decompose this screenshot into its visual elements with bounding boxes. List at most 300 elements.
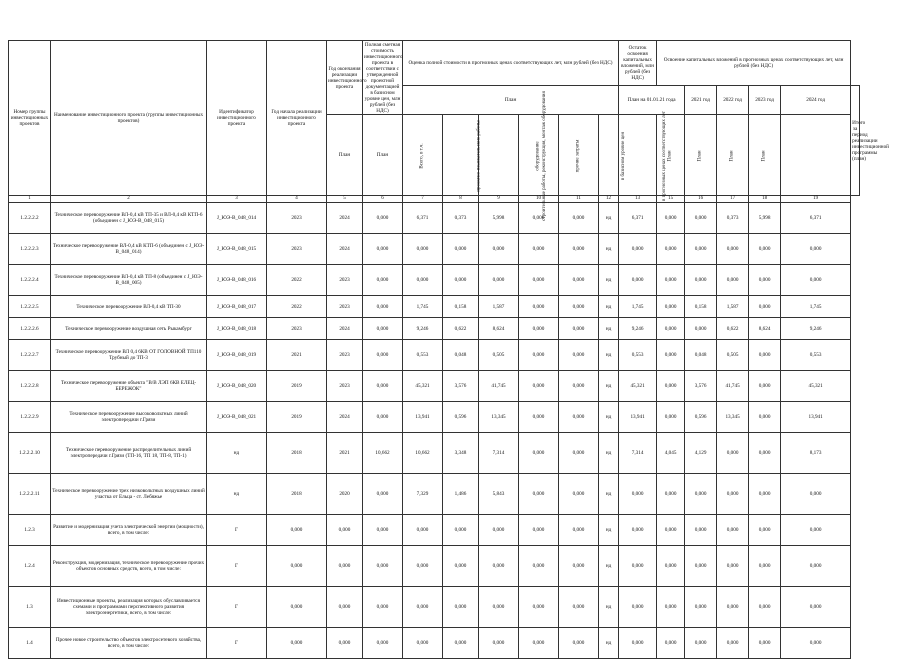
cell-c13: 0,000 [619, 474, 657, 515]
cell-c11: 0,000 [559, 515, 599, 546]
cell-end: 2024 [327, 318, 363, 340]
cell-c7: 0,000 [403, 546, 443, 587]
cell-end: 2024 [327, 402, 363, 433]
cell-c17: 0,000 [717, 546, 749, 587]
cell-c6: 0,000 [363, 587, 403, 628]
cell-c10: 0,000 [519, 318, 559, 340]
cell-c8: 0,596 [443, 402, 479, 433]
cell-c16: 0,000 [685, 265, 717, 296]
cell-c8: 0,373 [443, 203, 479, 234]
cell-c8: 0,622 [443, 318, 479, 340]
table-row [9, 402, 860, 433]
cell-c18: 0,000 [749, 515, 781, 546]
cell-c12: нд [599, 433, 619, 474]
cell-c11: 0,000 [559, 318, 599, 340]
cell-c15: 0,000 [657, 628, 685, 659]
cell-start: 2019 [267, 371, 327, 402]
cell-c16: 0,000 [685, 474, 717, 515]
cell-c7: 0,000 [403, 515, 443, 546]
cell-c8: 0,000 [443, 515, 479, 546]
cell-c19: 6,371 [781, 203, 851, 234]
cell-name: Техническое перевооружение трех низковольтных воздушных линий участка от Ельца - ст. Лебяжье [51, 474, 207, 515]
cell-c18: 0,000 [749, 371, 781, 402]
cell-c13: 7,314 [619, 433, 657, 474]
column-number: 13 [619, 196, 657, 203]
cell-name: Реконструкция, модернизация, техническое перевооружение прочих объектов основных средств, всего, в том числе: [51, 546, 207, 587]
cell-id: Г [207, 515, 267, 546]
column-number: 4 [267, 196, 327, 203]
table-row [9, 587, 860, 628]
cell-start: 2022 [267, 296, 327, 318]
cell-c18: 0,000 [749, 402, 781, 433]
cell-id: Г [207, 628, 267, 659]
cell-c13: 13,941 [619, 402, 657, 433]
table-row [9, 515, 860, 546]
cell-c12: нд [599, 515, 619, 546]
cell-c9: 7,314 [479, 433, 519, 474]
table-row [9, 296, 860, 318]
cell-c17: 0,000 [717, 234, 749, 265]
cell-c19: 1,745 [781, 296, 851, 318]
cell-id: Г [207, 587, 267, 628]
header-2024: 2024 год [781, 86, 851, 115]
investment-program-table-sheet [8, 40, 889, 649]
cell-c17: 0,000 [717, 474, 749, 515]
cell-c19: 0,000 [781, 546, 851, 587]
cell-c12: нд [599, 402, 619, 433]
cell-c11: 0,000 [559, 433, 599, 474]
cell-name: Техническое перевооружение ВЛ-0,4 кВ ТП-8 (объединен с J_ЮЭ-В_048_005) [51, 265, 207, 296]
cell-c19: 8,173 [781, 433, 851, 474]
cell-c11: 0,000 [559, 234, 599, 265]
cell-c7: 0,000 [403, 587, 443, 628]
cell-start: 0,000 [267, 628, 327, 659]
cell-start: 0,000 [267, 546, 327, 587]
cell-c19: 0,000 [781, 587, 851, 628]
cell-c9: 0,000 [479, 265, 519, 296]
cell-c10: 0,000 [519, 515, 559, 546]
cell-c15: 4,045 [657, 433, 685, 474]
column-number: 17 [717, 196, 749, 203]
cell-c8: 0,000 [443, 546, 479, 587]
cell-num: 1.2.2.2.4 [9, 265, 51, 296]
cell-c15: 0,000 [657, 371, 685, 402]
cell-c10: 0,000 [519, 402, 559, 433]
header-equipment: оборудование [519, 115, 559, 196]
cell-c10: 0,000 [519, 546, 559, 587]
cell-c13: 1,745 [619, 296, 657, 318]
cell-name: Развитие и модернизация учета электрической энергии (мощности), всего, в том числе: [51, 515, 207, 546]
cell-c16: 0,000 [685, 203, 717, 234]
cell-c6: 0,000 [363, 402, 403, 433]
cell-c13: 0,000 [619, 265, 657, 296]
cell-c8: 0,000 [443, 265, 479, 296]
cell-c9: 0,000 [479, 587, 519, 628]
cell-c7: 10,662 [403, 433, 443, 474]
cell-start: 2018 [267, 433, 327, 474]
cell-c6: 0,000 [363, 234, 403, 265]
cell-c15: 0,000 [657, 318, 685, 340]
cell-c7: 1,745 [403, 296, 443, 318]
cell-c13: 6,371 [619, 203, 657, 234]
cell-num: 1.2.2.2.2 [9, 203, 51, 234]
cell-c16: 0,000 [685, 515, 717, 546]
cell-c10: 0,000 [519, 371, 559, 402]
cell-c11: 0,000 [559, 474, 599, 515]
cell-c8: 0,158 [443, 296, 479, 318]
column-number: 12 [599, 196, 619, 203]
column-number: 6 [363, 196, 403, 203]
cell-c18: 0,000 [749, 433, 781, 474]
cell-c19: 0,000 [781, 265, 851, 296]
cell-c17: 0,505 [717, 340, 749, 371]
cell-c10: 0,000 [519, 628, 559, 659]
column-number: 18 [749, 196, 781, 203]
cell-c16: 3,576 [685, 371, 717, 402]
header-plan: План [403, 86, 619, 115]
cell-c9: 0,000 [479, 234, 519, 265]
header-identifier: Идентификатор инвестиционного проекта [207, 41, 267, 196]
cell-end: 2023 [327, 265, 363, 296]
cell-c6: 0,000 [363, 474, 403, 515]
cell-c8: 3,576 [443, 371, 479, 402]
cell-c12: нд [599, 340, 619, 371]
column-number: 1 [9, 196, 51, 203]
cell-id: J_ЮЭ-В_048_018 [207, 318, 267, 340]
cell-c9: 1,587 [479, 296, 519, 318]
cell-name: Техническое перевооружение высоковольтных линий электропередачи г.Грязи [51, 402, 207, 433]
cell-c9: 0,000 [479, 515, 519, 546]
cell-c12: нд [599, 474, 619, 515]
header-group-number: Номер группы инвестиционных проектов [9, 41, 51, 196]
header-total-period: Итого за период реализации инвестиционной программы (план) [851, 86, 860, 196]
column-number: 10 [519, 196, 559, 203]
cell-c12: нд [599, 587, 619, 628]
cell-c16: 0,000 [685, 234, 717, 265]
column-number: 8 [443, 196, 479, 203]
cell-c15: 0,000 [657, 234, 685, 265]
cell-c11: 0,000 [559, 265, 599, 296]
cell-c8: 1,486 [443, 474, 479, 515]
cell-c11: 0,000 [559, 296, 599, 318]
table-row [9, 628, 860, 659]
cell-c6: 0,000 [363, 296, 403, 318]
header-smr: строительные работы, реконструкция, монтаж оборудования [479, 115, 519, 196]
header-plan-sub-5: План [327, 115, 363, 196]
cell-c13: 45,321 [619, 371, 657, 402]
cell-num: 1.2.2.2.8 [9, 371, 51, 402]
cell-c11: 0,000 [559, 546, 599, 587]
cell-c15: 0,000 [657, 340, 685, 371]
cell-start: 2022 [267, 265, 327, 296]
cell-start: 2019 [267, 402, 327, 433]
cell-c16: 4,129 [685, 433, 717, 474]
header-2021: 2021 год [685, 86, 717, 115]
cell-c13: 0,000 [619, 587, 657, 628]
cell-start: 0,000 [267, 587, 327, 628]
cell-c6: 0,000 [363, 318, 403, 340]
cell-c11: 0,000 [559, 340, 599, 371]
header-plan-2022: План [685, 115, 717, 196]
cell-c16: 0,048 [685, 340, 717, 371]
cell-c7: 0,000 [403, 265, 443, 296]
column-number: 19 [781, 196, 851, 203]
header-mastering: Освоение капитальных вложений в прогнозных ценах соответствующих лет, млн рублей (без НДС) [657, 41, 851, 86]
cell-num: 1.2.2.2.3 [9, 234, 51, 265]
cell-c19: 0,000 [781, 628, 851, 659]
header-other: прочие затраты [559, 115, 599, 196]
header-plan-2023: План [717, 115, 749, 196]
cell-num: 1.2.2.2.6 [9, 318, 51, 340]
cell-c7: 6,371 [403, 203, 443, 234]
header-estimate-full: Оценка полной стоимости в прогнозных ценах соответствующих лет, млн рублей (без НДС) [403, 41, 619, 86]
column-number: 2 [51, 196, 207, 203]
cell-c6: 0,000 [363, 340, 403, 371]
cell-num: 1.3 [9, 587, 51, 628]
cell-num: 1.4 [9, 628, 51, 659]
cell-c8: 0,000 [443, 234, 479, 265]
cell-end: 0,000 [327, 515, 363, 546]
cell-id: нд [207, 474, 267, 515]
column-number: 9 [479, 196, 519, 203]
column-number: 5 [327, 196, 363, 203]
cell-c18: 0,000 [749, 474, 781, 515]
cell-c6: 0,000 [363, 203, 403, 234]
cell-c19: 0,000 [781, 234, 851, 265]
cell-c7: 0,553 [403, 340, 443, 371]
cell-id: J_ЮЭ-В_048_019 [207, 340, 267, 371]
cell-c13: 0,000 [619, 515, 657, 546]
cell-c16: 0,000 [685, 587, 717, 628]
cell-num: 1.2.2.2.11 [9, 474, 51, 515]
cell-c9: 5,998 [479, 203, 519, 234]
cell-c16: 0,000 [685, 546, 717, 587]
header-plan-sub-6: План [363, 115, 403, 196]
cell-c11: 0,000 [559, 371, 599, 402]
cell-c10: 0,000 [519, 234, 559, 265]
cell-end: 0,000 [327, 628, 363, 659]
cell-c12: нд [599, 203, 619, 234]
cell-id: Г [207, 546, 267, 587]
cell-num: 1.2.2.2.5 [9, 296, 51, 318]
cell-start: 2023 [267, 318, 327, 340]
cell-name: Техническое перевооружение распределительных линий электропередачи г.Грязи (ТП-16, ТП 18, ТП-8, ТП-1) [51, 433, 207, 474]
cell-c15: 0,000 [657, 203, 685, 234]
header-start-year: Год начала реализации инвестиционного проекта [267, 41, 327, 196]
cell-c15: 0,000 [657, 587, 685, 628]
cell-c13: 0,000 [619, 628, 657, 659]
header-base-prices: в базисном уровне цен [599, 115, 619, 196]
cell-c6: 0,000 [363, 265, 403, 296]
cell-c10: 0,000 [519, 203, 559, 234]
cell-c17: 0,373 [717, 203, 749, 234]
cell-c10: 0,000 [519, 296, 559, 318]
cell-name: Техническое перевооружение ВЛ-0,4 кВ ТП-35 и ВЛ-0,4 кВ КТП-6 (объединен с J_ЮЭ-В_048_015) [51, 203, 207, 234]
cell-c6: 0,000 [363, 515, 403, 546]
cell-end: 2023 [327, 296, 363, 318]
cell-c13: 0,000 [619, 546, 657, 587]
cell-c17: 41,745 [717, 371, 749, 402]
cell-c19: 0,553 [781, 340, 851, 371]
cell-start: 0,000 [267, 515, 327, 546]
cell-c8: 0,000 [443, 587, 479, 628]
header-full-cost: Полная сметная стоимость инвестиционного проекта в соответствии с утвержденной проектной документацией в базисном уровне цен, млн рублей (без НДС) [364, 41, 403, 114]
cell-end: 2020 [327, 474, 363, 515]
cell-end: 2024 [327, 203, 363, 234]
cell-num: 1.2.4 [9, 546, 51, 587]
cell-num: 1.2.2.2.9 [9, 402, 51, 433]
cell-id: нд [207, 433, 267, 474]
cell-c18: 0,000 [749, 340, 781, 371]
cell-c17: 13,345 [717, 402, 749, 433]
column-number: 3 [207, 196, 267, 203]
cell-name: Техническое перевооружение ВЛ-0,4 кВ ТП-30 [51, 296, 207, 318]
cell-c11: 0,000 [559, 587, 599, 628]
cell-c6: 10,662 [363, 433, 403, 474]
cell-c6: 0,000 [363, 628, 403, 659]
column-number: 15 [657, 196, 685, 203]
cell-id: J_ЮЭ-В_048_017 [207, 296, 267, 318]
cell-name: Инвестиционные проекты, реализация которых обуславливается схемами и программами перспективного развития электроэнергетики, всего, в том числе: [51, 587, 207, 628]
table-body [9, 203, 860, 659]
cell-num: 1.2.3 [9, 515, 51, 546]
column-number: 7 [403, 196, 443, 203]
cell-c11: 0,000 [559, 628, 599, 659]
cell-c16: 0,596 [685, 402, 717, 433]
cell-c10: 0,000 [519, 474, 559, 515]
cell-c15: 0,000 [657, 515, 685, 546]
cell-c9: 13,345 [479, 402, 519, 433]
header-pir: проектно-изыскательские работы [443, 115, 479, 196]
cell-c8: 0,000 [443, 628, 479, 659]
table-row [9, 318, 860, 340]
cell-c16: 0,158 [685, 296, 717, 318]
cell-c8: 0,048 [443, 340, 479, 371]
cell-c12: нд [599, 296, 619, 318]
header-plan-2021: План [657, 115, 685, 196]
cell-c16: 0,000 [685, 628, 717, 659]
cell-c7: 0,000 [403, 234, 443, 265]
table-row [9, 433, 860, 474]
cell-c12: нд [599, 371, 619, 402]
cell-c17: 0,000 [717, 628, 749, 659]
cell-num: 1.2.2.2.10 [9, 433, 51, 474]
cell-name: Техническое перевооружение ВЛ-0,4 кВ КТП-6 (объединен с J_ЮЭ-В_048_014) [51, 234, 207, 265]
cell-c13: 0,553 [619, 340, 657, 371]
cell-c7: 45,321 [403, 371, 443, 402]
table-row [9, 546, 860, 587]
header-end-year: Год окончания реализации инвестиционного проекта [327, 41, 363, 115]
header-forecast-prices: в прогнозных ценах соответствующих лет [619, 115, 657, 196]
table-row [9, 234, 860, 265]
cell-id: J_ЮЭ-В_048_014 [207, 203, 267, 234]
table-row [9, 203, 860, 234]
cell-name: Прочее новое строительство объектов электросетевого хозяйства, всего, в том числе: [51, 628, 207, 659]
cell-c10: 0,000 [519, 340, 559, 371]
cell-c18: 0,000 [749, 546, 781, 587]
cell-c9: 5,843 [479, 474, 519, 515]
cell-c18: 8,624 [749, 318, 781, 340]
cell-num: 1.2.2.2.7 [9, 340, 51, 371]
cell-c19: 45,321 [781, 371, 851, 402]
table-row [9, 371, 860, 402]
cell-c9: 0,000 [479, 628, 519, 659]
table-row [9, 474, 860, 515]
cell-c17: 0,622 [717, 318, 749, 340]
cell-start: 2023 [267, 234, 327, 265]
cell-end: 2024 [327, 234, 363, 265]
cell-end: 2023 [327, 340, 363, 371]
cell-c18: 0,000 [749, 587, 781, 628]
cell-c10: 0,000 [519, 265, 559, 296]
cell-c11: 0,000 [559, 203, 599, 234]
header-remaining: Остаток освоения капитальных вложений, млн рублей (без НДС) [619, 41, 657, 86]
cell-name: Техническое перевооружение воздушная сеть Рыкамбург [51, 318, 207, 340]
cell-c8: 3,348 [443, 433, 479, 474]
cell-id: J_ЮЭ-В_048_021 [207, 402, 267, 433]
header-total-incl: Всего, в т.ч. [403, 115, 443, 196]
cell-c6: 0,000 [363, 546, 403, 587]
cell-c18: 0,000 [749, 296, 781, 318]
cell-id: J_ЮЭ-В_048_020 [207, 371, 267, 402]
cell-c9: 8,624 [479, 318, 519, 340]
cell-c15: 0,000 [657, 296, 685, 318]
cell-c17: 0,000 [717, 433, 749, 474]
cell-c19: 13,941 [781, 402, 851, 433]
cell-start: 2021 [267, 340, 327, 371]
cell-end: 2023 [327, 371, 363, 402]
header-plan-on-date: План на 01.01.21 года [619, 86, 685, 115]
cell-c17: 0,000 [717, 265, 749, 296]
cell-c15: 0,000 [657, 546, 685, 587]
cell-c18: 0,000 [749, 234, 781, 265]
cell-c9: 0,000 [479, 546, 519, 587]
cell-c11: 0,000 [559, 402, 599, 433]
cell-c19: 9,246 [781, 318, 851, 340]
cell-c17: 0,000 [717, 515, 749, 546]
cell-c18: 0,000 [749, 265, 781, 296]
cell-c13: 9,246 [619, 318, 657, 340]
cell-name: Техническое перевооружение объекта "В/В ЛЭП 6КВ ЕЛЕЦ-БЕРЕЖОК" [51, 371, 207, 402]
cell-end: 0,000 [327, 546, 363, 587]
cell-id: J_ЮЭ-В_048_015 [207, 234, 267, 265]
cell-c12: нд [599, 234, 619, 265]
cell-c12: нд [599, 546, 619, 587]
cell-c15: 0,000 [657, 474, 685, 515]
cell-c12: нд [599, 318, 619, 340]
cell-c12: нд [599, 265, 619, 296]
cell-c18: 5,998 [749, 203, 781, 234]
cell-c16: 0,000 [685, 318, 717, 340]
cell-c10: 0,000 [519, 433, 559, 474]
cell-c17: 1,587 [717, 296, 749, 318]
cell-c9: 41,745 [479, 371, 519, 402]
header-2022: 2022 год [717, 86, 749, 115]
investment-program-table [8, 40, 889, 659]
cell-end: 0,000 [327, 587, 363, 628]
cell-c18: 0,000 [749, 628, 781, 659]
cell-c7: 13,941 [403, 402, 443, 433]
header-project-name: Наименование инвестиционного проекта (группы инвестиционных проектов) [51, 41, 207, 196]
cell-start: 2023 [267, 203, 327, 234]
cell-c19: 0,000 [781, 515, 851, 546]
cell-end: 2021 [327, 433, 363, 474]
cell-c7: 0,000 [403, 628, 443, 659]
cell-id: J_ЮЭ-В_048_016 [207, 265, 267, 296]
cell-c10: 0,000 [519, 587, 559, 628]
cell-c19: 0,000 [781, 474, 851, 515]
table-row [9, 265, 860, 296]
